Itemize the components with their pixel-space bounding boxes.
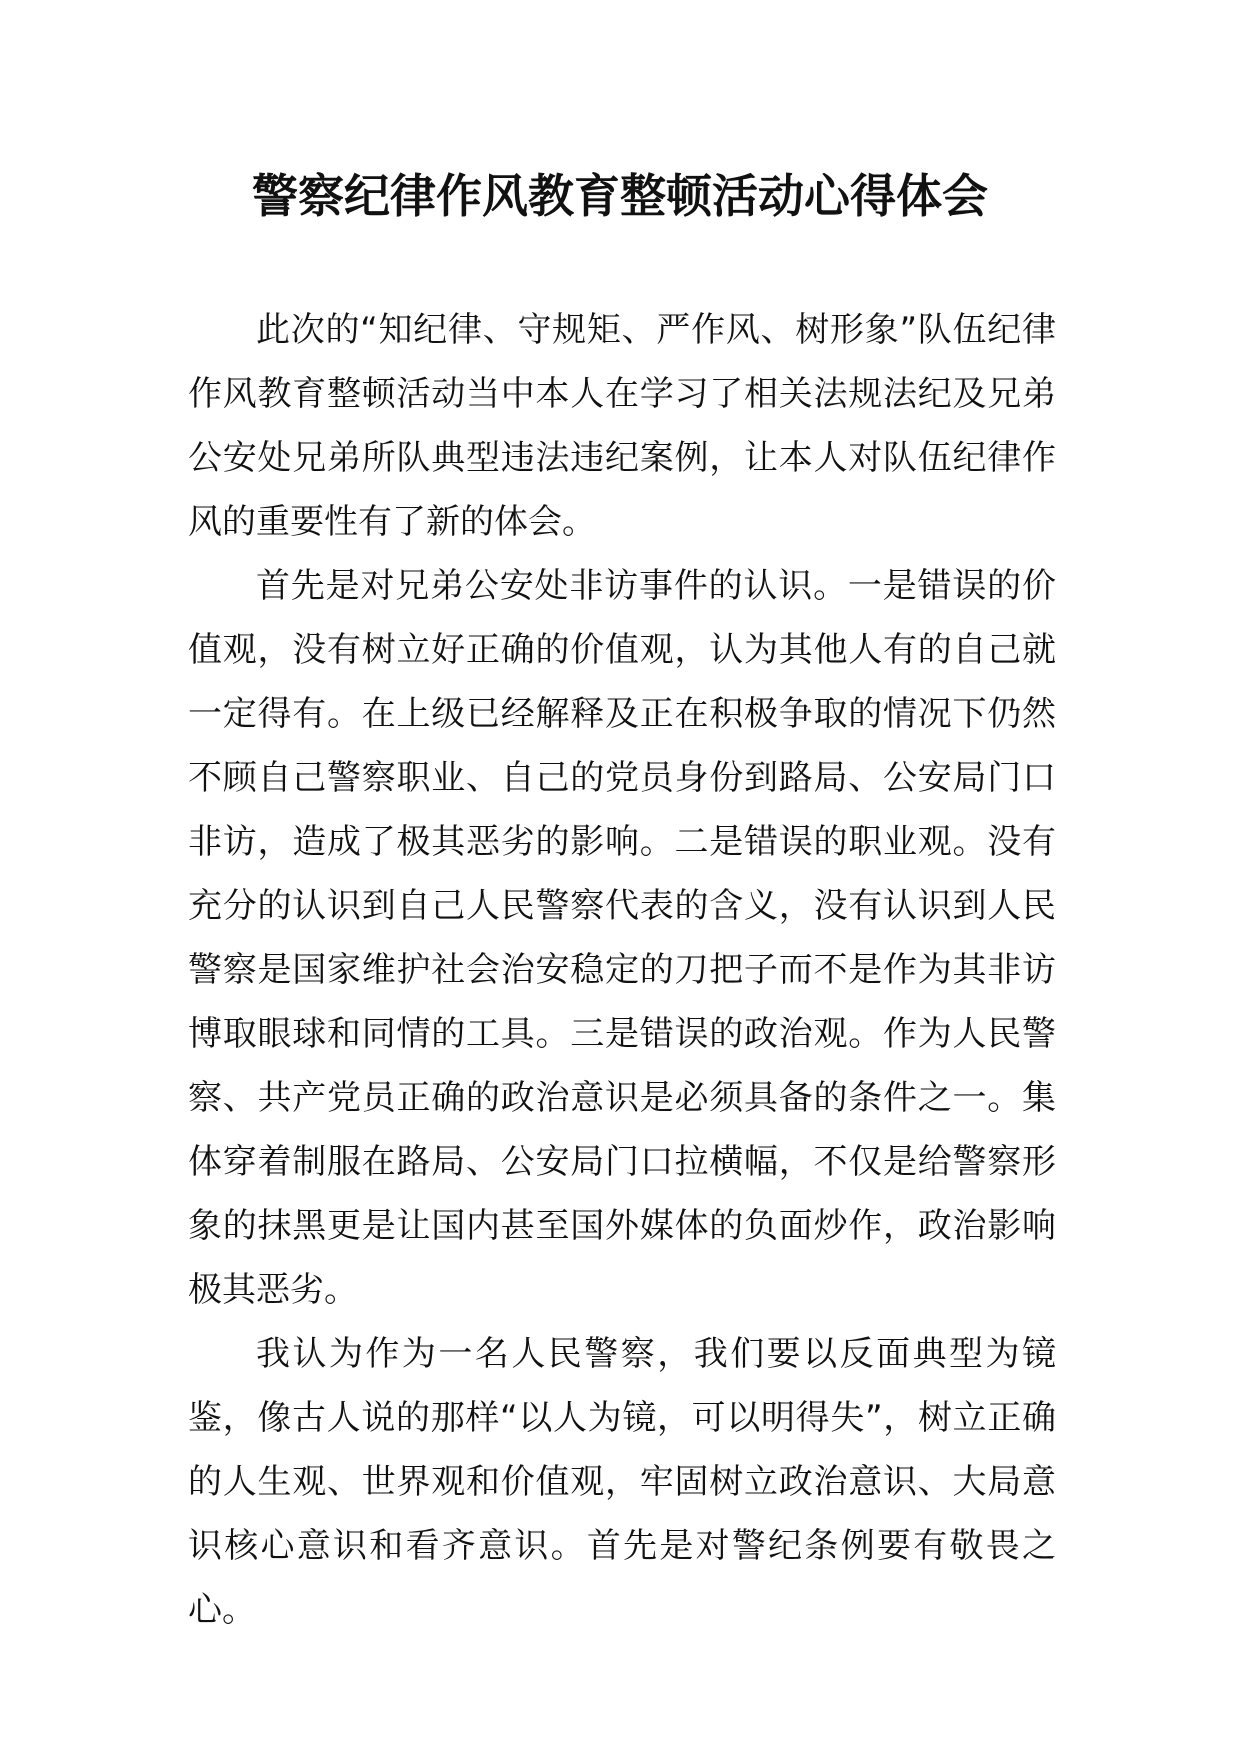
paragraph-2: 首先是对兄弟公安处非访事件的认识。一是错误的价值观，没有树立好正确的价值观，认为其他人有的自己就一定得有。在上级已经解释及正在积极争取的情况下仍然不顾自己警察职业、自己的党员身份到路局、公安局门口非访，造成了极其恶劣的影响。二是错误的职业观。没有充分的认识到自己人民警察代表的含义，没有认识到人民警察是国家维护社会治安稳定的刀把子而不是作为其非访博取眼球和同情的工具。三是错误的政治观。作为人民警察、共产党员正确的政治意识是必须具备的条件之一。集体穿着制服在路局、公安局门口拉横幅，不仅是给警察形象的抹黑更是让国内甚至国外媒体的负面炒作，政治影响极其恶劣。 [188,566,1056,1310]
document-body [188,298,1056,1642]
paragraph-3: 我认为作为一名人民警察，我们要以反面典型为镜鉴，像古人说的那样“以人为镜，可以明得失”，树立正确的人生观、世界观和价值观，牢固树立政治意识、大局意识核心意识和看齐意识。首先是对警纪条例要有敬畏之心。 [188,1334,1056,1630]
document-title: 警察纪律作风教育整顿活动心得体会 [252,169,988,223]
paragraph-1: 此次的“知纪律、守规矩、严作风、树形象”队伍纪律作风教育整顿活动当中本人在学习了相关法规法纪及兄弟公安处兄弟所队典型违法违纪案例，让本人对队伍纪律作风的重要性有了新的体会。 [188,310,1056,542]
